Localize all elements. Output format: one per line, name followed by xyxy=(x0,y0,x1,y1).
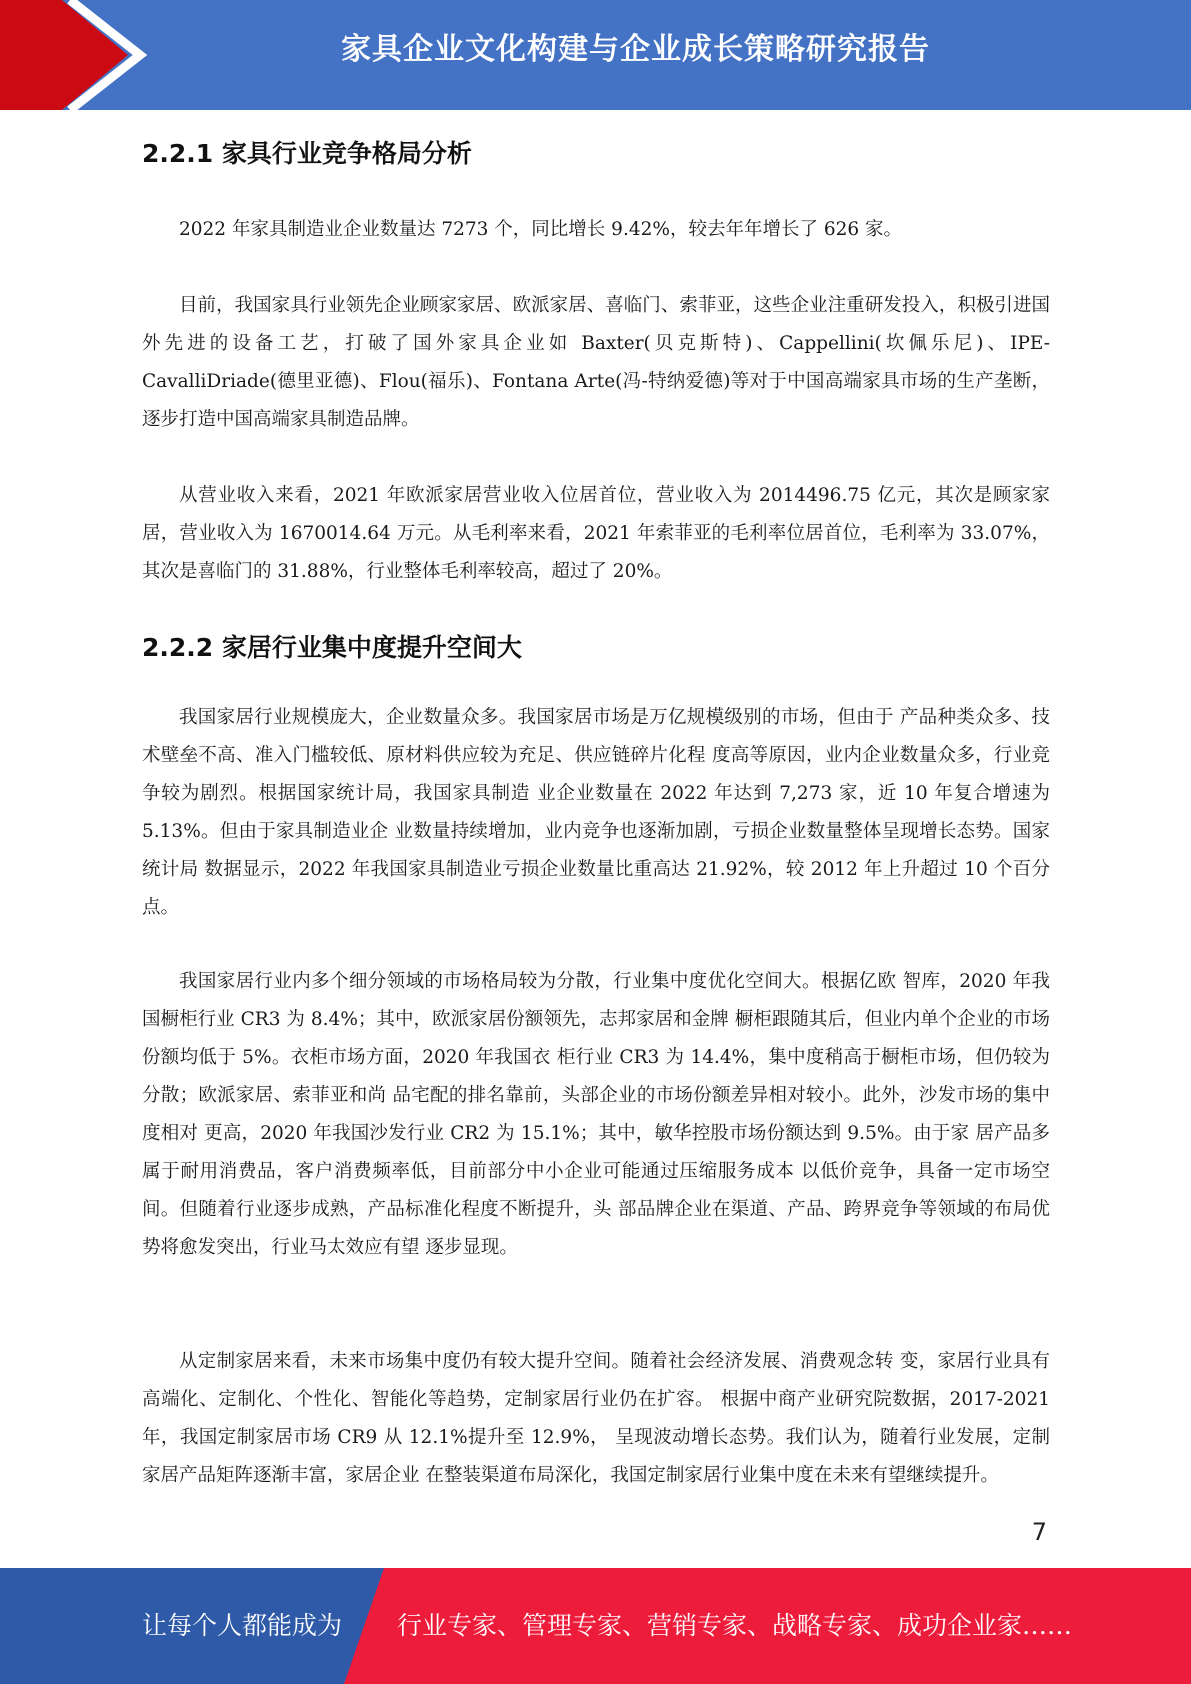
paragraph: 从定制家居来看，未来市场集中度仍有较大提升空间。随着社会经济发展、消费观念转 变，家居行业具有高端化、定制化、个性化、智能化等趋势，定制家居行业仍在扩容。 根据中商产业研究院数据，2017-2021 年，我国定制家居市场 CR9 从 12.1%提升至 12.9%， 呈现波动增长态势。我们认为，随着行业发展，定制家居产品矩阵逐渐丰富，家居企业 在整装渠道布局深化，我国定制家居行业集中度在未来有望继续提升。 xyxy=(142,1351,1050,1486)
page-footer xyxy=(0,1568,1191,1684)
header-chevron-decoration xyxy=(0,0,160,110)
paragraph: 我国家居行业内多个细分领域的市场格局较为分散，行业集中度优化空间大。根据亿欧 智库，2020 年我国橱柜行业 CR3 为 8.4%；其中，欧派家居份额领先，志邦家居和金牌 橱柜跟随其后，但业内单个企业的市场份额均低于 5%。衣柜市场方面，2020 年我国衣 柜行业 CR3 为 14.4%，集中度稍高于橱柜市场，但仍较为分散；欧派家居、索菲亚和尚 品宅配的排名靠前，头部企业的市场份额差异相对较小。此外，沙发市场的集中度相对 更高，2020 年我国沙发行业 CR2 为 15.1%；其中，敏华控股市场份额达到 9.5%。由于家 居产品多属于耐用消费品，客户消费频率低，目前部分中小企业可能通过压缩服务成本 以低价竞争，具备一定市场空间。但随着行业逐步成熟，产品标准化程度不断提升，头 部品牌企业在渠道、产品、跨界竞争等领域的布局优势将愈发突出，行业马太效应有望 逐步显现。 xyxy=(142,971,1050,1258)
paragraph: 从营业收入来看，2021 年欧派家居营业收入位居首位，营业收入为 2014496.75 亿元，其次是顾家家居，营业收入为 1670014.64 万元。从毛利率来看，2021 年索菲亚的毛利率位居首位，毛利率为 33.07%，其次是喜临门的 31.88%，行业整体毛利率较高，超过了 20%。 xyxy=(142,485,1050,582)
paragraph: 2022 年家具制造业企业数量达 7273 个，同比增长 9.42%，较去年年增长了 626 家。 xyxy=(179,219,903,240)
footer-slogan-left: 让每个人都能成为 xyxy=(142,1611,343,1640)
section-heading: 2.2.1 家具行业竞争格局分析 xyxy=(142,139,472,168)
paragraph: 我国家居行业规模庞大，企业数量众多。我国家居市场是万亿规模级别的市场，但由于 产品种类众多、技术壁垒不高、准入门槛较低、原材料供应较为充足、供应链碎片化程 度高等原因，业内企业数量众多，行业竞争较为剧烈。根据国家统计局，我国家具制造 业企业数量在 2022 年达到 7,273 家，近 10 年复合增速为 5.13%。但由于家具制造业企 业数量持续增加，业内竞争也逐渐加剧，亏损企业数量整体呈现增长态势。国家统计局 数据显示，2022 年我国家具制造业亏损企业数量比重高达 21.92%，较 2012 年上升超过 10 个百分点。 xyxy=(142,707,1050,918)
page-header xyxy=(0,0,1191,110)
paragraph: 目前，我国家具行业领先企业顾家家居、欧派家居、喜临门、索菲亚，这些企业注重研发投入，积极引进国外先进的设备工艺，打破了国外家具企业如 Baxter(贝克斯特)、Cappellini(坎佩乐尼)、IPE-CavalliDriade(德里亚德)、Flou(福乐)、Fontana Arte(冯-特纳爱德)等对于中国高端家具市场的生产垄断，逐步打造中国高端家具制造品牌。 xyxy=(142,295,1050,430)
report-title: 家具企业文化构建与企业成长策略研究报告 xyxy=(341,32,930,67)
footer-slogan-right: 行业专家、管理专家、营销专家、战略专家、成功企业家…… xyxy=(397,1611,1073,1640)
page-number: 7 xyxy=(1031,1518,1047,1546)
section-heading: 2.2.2 家居行业集中度提升空间大 xyxy=(142,633,522,662)
